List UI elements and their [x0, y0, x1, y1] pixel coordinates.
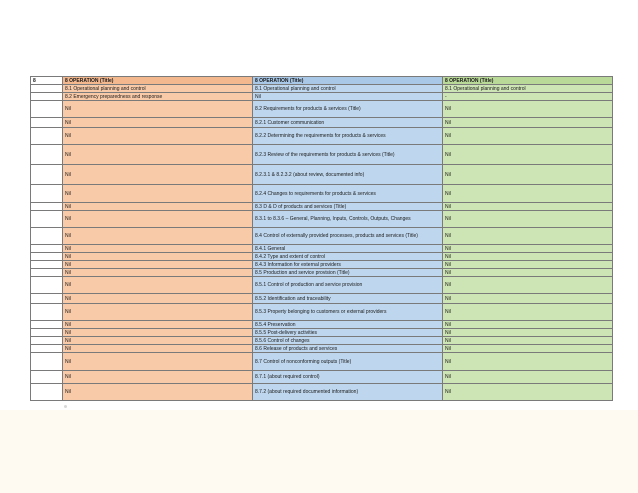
table-row [31, 353, 613, 371]
table-cell: 8.4.2 Type and extent of control [253, 253, 443, 261]
clause-comparison-table [30, 76, 613, 401]
decorative-dot [64, 405, 67, 408]
table-cell: 8.7.1 (about required control) [253, 371, 443, 384]
table-cell: 8.5 Production and service provision (Title) [253, 269, 443, 277]
table-cell: Nil [443, 321, 613, 329]
table-row [31, 228, 613, 245]
table-cell: Nil [443, 118, 613, 128]
table-cell: Nil [443, 245, 613, 253]
header-cell: 8 OPERATION (Title) [443, 77, 613, 85]
table-cell: Nil [443, 345, 613, 353]
table-cell: Nil [63, 345, 253, 353]
table-row [31, 294, 613, 304]
table-row [31, 329, 613, 337]
table-cell: Nil [253, 93, 443, 101]
table-cell: 8.7.2 (about required documented information) [253, 384, 443, 401]
table-cell: Nil [443, 294, 613, 304]
table-row [31, 203, 613, 211]
table-cell: Nil [443, 203, 613, 211]
table-row [31, 384, 613, 401]
table-cell: 8.2.3.1 & 8.2.3.2 (about review, documented info) [253, 165, 443, 185]
table-cell: 8.5.1 Control of production and service provision [253, 277, 443, 294]
table-row [31, 101, 613, 118]
table-cell: Nil [63, 203, 253, 211]
table-cell: Nil [443, 337, 613, 345]
table-cell: 8.2.1 Customer communication [253, 118, 443, 128]
table-row [31, 304, 613, 321]
table-cell: Nil [443, 101, 613, 118]
table-cell: Nil [63, 269, 253, 277]
table-cell: Nil [443, 384, 613, 401]
table-cell: Nil [63, 253, 253, 261]
table-cell: - [443, 93, 613, 101]
table-cell: Nil [443, 353, 613, 371]
table-cell: Nil [443, 165, 613, 185]
table-cell: Nil [63, 145, 253, 165]
table-cell: Nil [63, 211, 253, 228]
table-cell: Nil [443, 128, 613, 145]
header-cell: 8 OPERATION (Title) [63, 77, 253, 85]
table-cell: 8.2.3 Review of the requirements for products & services (Title) [253, 145, 443, 165]
table-cell: Nil [63, 228, 253, 245]
table-cell: Nil [443, 329, 613, 337]
table-cell: Nil [63, 337, 253, 345]
table-cell: 8.3.1 to 8.3.6 – General, Planning, Inputs, Controls, Outputs, Changes [253, 211, 443, 228]
table-cell: Nil [63, 321, 253, 329]
table-row [31, 145, 613, 165]
table-cell: 8.4.3 Information for external providers [253, 261, 443, 269]
table-cell: Nil [63, 128, 253, 145]
table-cell: 8.5.4 Preservation [253, 321, 443, 329]
table-row [31, 85, 613, 93]
table-cell: Nil [63, 261, 253, 269]
table-row [31, 261, 613, 269]
table-cell: 8.5.5 Post-delivery activities [253, 329, 443, 337]
table-cell: Nil [443, 185, 613, 203]
slide-lower-band [0, 410, 638, 493]
table-row [31, 337, 613, 345]
header-cell: 8 OPERATION (Title) [253, 77, 443, 85]
table-cell: 8.5.2 Identification and traceability [253, 294, 443, 304]
table-cell: 8.5.3 Property belonging to customers or external providers [253, 304, 443, 321]
table-cell: 8.5.6 Control of changes [253, 337, 443, 345]
table-cell: 8.1 Operational planning and control [443, 85, 613, 93]
table-cell: Nil [443, 253, 613, 261]
table-row [31, 371, 613, 384]
table-cell: 8.7 Control of nonconforming outputs (Title) [253, 353, 443, 371]
table-cell: Nil [443, 304, 613, 321]
table-cell: Nil [443, 277, 613, 294]
table-cell: Nil [443, 228, 613, 245]
table-row [31, 165, 613, 185]
table-cell: Nil [63, 304, 253, 321]
table-row [31, 128, 613, 145]
table-row [31, 269, 613, 277]
table-row [31, 211, 613, 228]
table-cell: Nil [443, 371, 613, 384]
table-cell: Nil [63, 353, 253, 371]
table-cell: 8.2.2 Determining the requirements for products & services [253, 128, 443, 145]
table-row [31, 245, 613, 253]
table-row [31, 185, 613, 203]
table-cell: Nil [63, 165, 253, 185]
table-cell: Nil [63, 245, 253, 253]
table-cell: Nil [63, 101, 253, 118]
table-cell: Nil [63, 277, 253, 294]
table-cell: 8.1 Operational planning and control [63, 85, 253, 93]
table-row [31, 345, 613, 353]
table-cell: Nil [443, 211, 613, 228]
table-cell: Nil [63, 118, 253, 128]
clause-number: 8 [31, 77, 63, 85]
table-header-row [31, 77, 613, 85]
table-cell: 8.2 Requirements for products & services (Title) [253, 101, 443, 118]
table-cell: 8.6 Release of products and services [253, 345, 443, 353]
table-cell: Nil [63, 185, 253, 203]
table-cell: 8.4.1 General [253, 245, 443, 253]
table-cell: Nil [63, 329, 253, 337]
table-cell: Nil [443, 261, 613, 269]
table-cell: 8.4 Control of externally provided processes, products and services (Title) [253, 228, 443, 245]
table-cell: Nil [443, 269, 613, 277]
table-cell: 8.2 Emergency preparedness and response [63, 93, 253, 101]
table-cell: 8.3 D & D of products and services (Title) [253, 203, 443, 211]
table-cell: Nil [443, 145, 613, 165]
table-row [31, 253, 613, 261]
table-cell: Nil [63, 384, 253, 401]
table-cell: Nil [63, 294, 253, 304]
table-row [31, 277, 613, 294]
table-cell: 8.2.4 Changes to requirements for products & services [253, 185, 443, 203]
table-row [31, 321, 613, 329]
table-cell: 8.1 Operational planning and control [253, 85, 443, 93]
table-row [31, 118, 613, 128]
table-row [31, 93, 613, 101]
table-cell: Nil [63, 371, 253, 384]
